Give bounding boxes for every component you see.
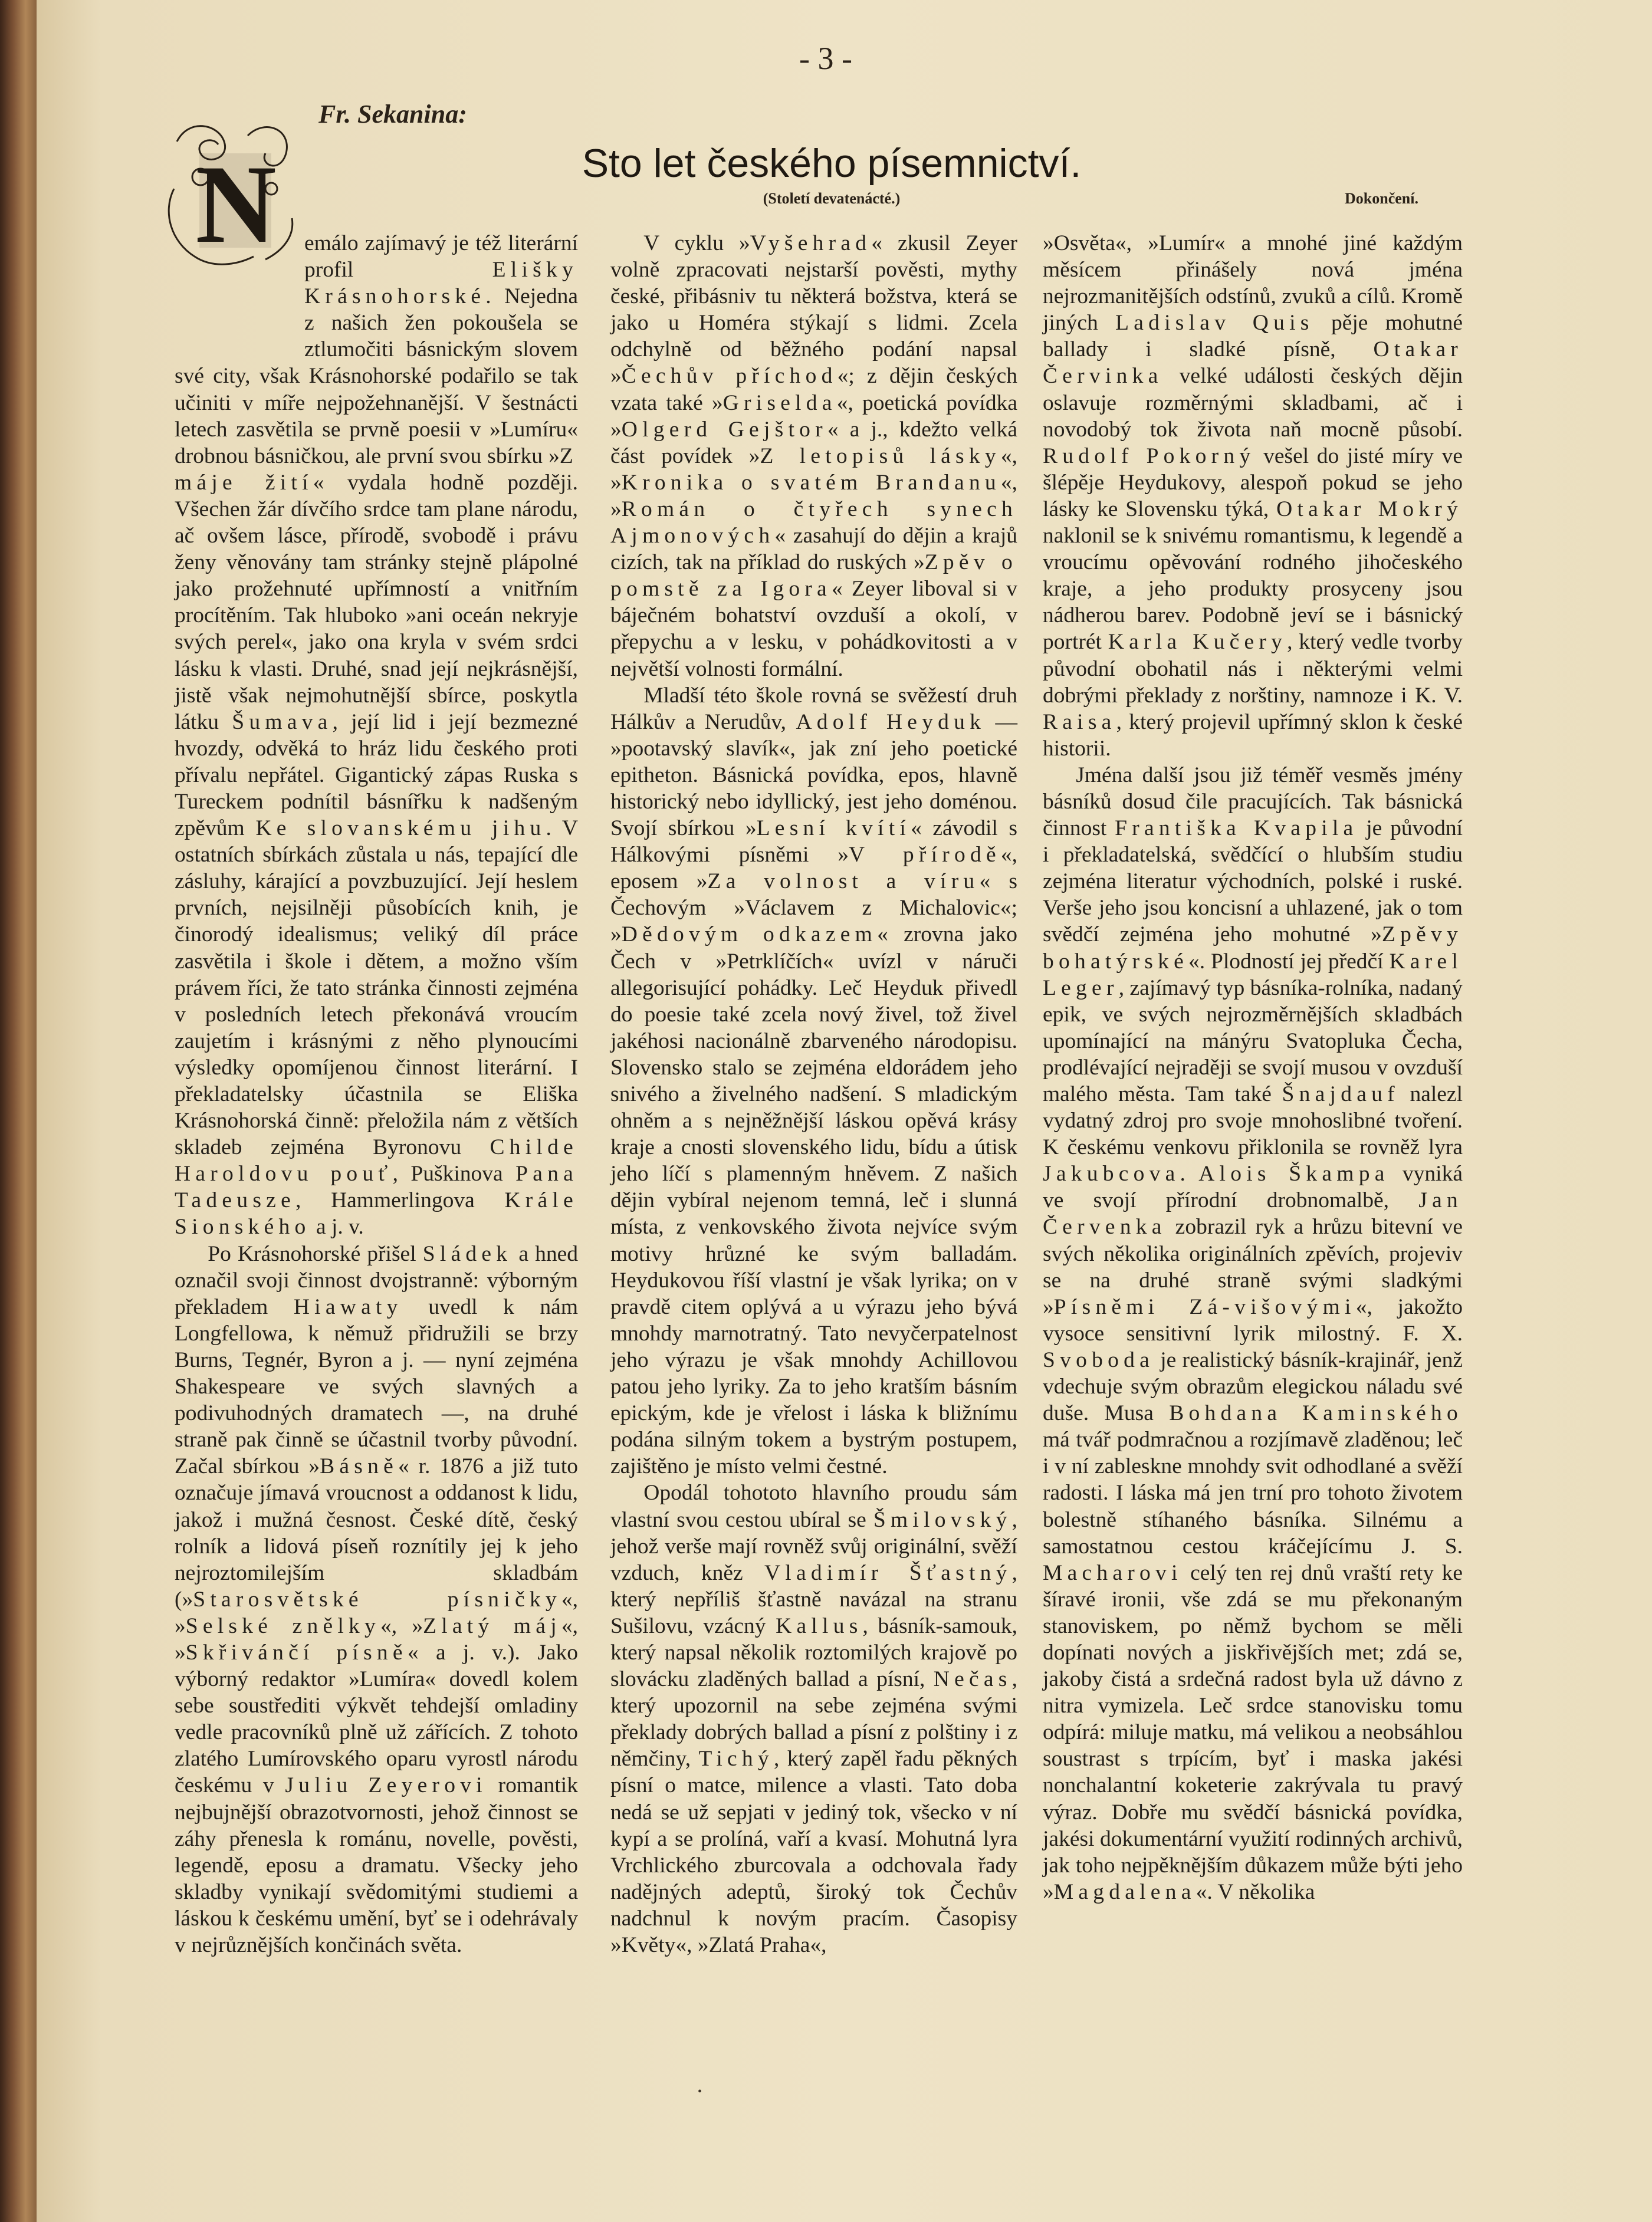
book-title: Zpěv o pomstě za Igora <box>610 550 1017 601</box>
book-title: Román o čtyřech synech Ajmonových <box>610 497 1017 548</box>
author-byline: Fr. Sekanina: <box>318 100 467 129</box>
name: Otakar Červinka <box>1043 337 1463 389</box>
name: Jakubcova <box>1043 1162 1180 1186</box>
book-title: Krále Sionského <box>175 1188 578 1240</box>
name: Ladislav Quis <box>1115 311 1314 336</box>
book-title: Pana Tadeusze <box>175 1162 579 1213</box>
name: Macharovi <box>1043 1560 1183 1585</box>
name: Karla Kučery <box>1108 630 1288 655</box>
article-title: Sto let českého písemnictví. <box>582 141 1082 186</box>
text-column-3 <box>1043 230 1463 1905</box>
initial-space <box>175 230 304 363</box>
continued-label: Dokončení. <box>1345 190 1418 207</box>
book-title: Skřivánčí písně <box>185 1640 408 1665</box>
book-title: Starosvětské písničky <box>193 1587 561 1612</box>
name: Rudolf Pokorný <box>1043 443 1256 468</box>
paragraph: Jména další jsou již téměř vesměs jmény básníků dosud čile pracujících. Tak básnická činnost Františka Kvapila je původní i překladatelská, svědčící o hlubším studiu zejména literatur východních, polské i ruské. Verše jeho jsou koncisní a uhlazené, jak o tom svědčí zejména jeho mohutné »Zpěvy bohatýrské«. Plodností jej předčí Karel Leger, zajímavý typ básníka-rolníka, nadaný epik, ve svých nejrozměrnějších skladbách upomínající na mánýru Svatopluka Čecha, prodlévající nejraději se svojí musou v ovzduší malého města. Tam také Šnajdauf nalezl vydatný zdroj pro svoje mnohoslibné tvoření. K českému venkovu přiklonila se rovněž lyra Jakubcova. Alois Škampa vyniká ve svojí přírodní drobnomalbě, Jan Červenka zobrazil ryk a hrůzu bitevní ve svých několika originálních zpěvích, projeviv se na druhé straně svými sladkými »Písněmi Zá-višovými«, jakožto vysoce sensitivní lyrik milostný. F. X. Svoboda je realistický básník-krajinář, jenž vdechuje svým obrazům elegickou náladu své duše. Musa Bohdana Kaminského má tvář podmračnou a rozjímavě zladěnou; leč i v ní zableskne mnohdy svit odhodlané a svěží radosti. I láska má jen trní pro tohoto životem bolestně stíhaného básníka. Silnému a samostatnou cestou kráčejícímu J. S. Macharovi celý ten rej dnů vraští rety ke šíravé ironii, vše zdá se mu překonaným stanoviskem, po němž bychom se měli dopínati nových a jiskřivějších met; zdá se, jakoby čistá a srdečná radost byla už dávno z nitra vymizela. Leč srdce stanovisku tomu odpírá: miluje matku, má velikou a neobsáhlou soustrast s trpícím, byť i maska jakési nonchalantní koketerie zakrývala tu pravý výraz. Dobře mu svědčí básnická povídka, jakési dokumentární využití rodinných archivů, jak toho nejpěknějším důkazem může býti jeho »Magdalena«. V několika <box>1043 762 1463 1904</box>
name: Jan Červenka <box>1043 1188 1463 1240</box>
paragraph: emálo zajímavý je též literární profil Elišky Krásnohorské. Nejedna z našich žen pokoušela se ztlumočiti básnickým slovem své city, však Krásnohorské podařilo se tak učiniti v míře nejpožehnanější. V šestnácti letech zasvětila se prvně poesii v »Lumíru« drobnou básničkou, ale první svou sbírku »Z máje žití« vydala hodně později. Všechen žár dívčího srdce tam plane národu, ač ovšem lásce, přírodě, svobodě i právu ženy věnovány tam stránky stejně plápolné jako prožehnuté upřímností a vnitřním procítěním. Tak hluboko »ani oceán nekryje svých perel«, jako ona kryla v svém srdci lásku k vlasti. Druhé, snad její nejkrásnější, jistě však nejmohutnější sbírce, poskytla látku Šumava, její lid i její bezmezné hvozdy, odvěká to hráz lidu českého proti přívalu nepřátel. Gigantický zápas Ruska s Tureckem podnítil básnířku k nadšeným zpěvům Ke slovanskému jihu. V ostatních sbírkách zůstala u nás, tepající dle zásluhy, kárající a povzbuzující. Její heslem prvních, nejsilněji působících knih, je činorodý idealismus; veliký díl práce zasvětila i škole i dětem, a možno vším právem říci, že tato stránka činnosti zejména v posledních letech překonává vroucím zaujetím i krásnými z něho plynoucími výsledky opomíjenou činnost literární. I překladatelsky účastnila se Eliška Krásnohorská činně: přeložila nám z větších skladeb zejména Byronovu Childe Haroldovu pouť, Puškinova Pana Tadeusze, Hammerlingova Krále Sionského a j. v. <box>175 231 579 1240</box>
name: Šnajdauf <box>1282 1082 1400 1106</box>
paragraph: Mladší této škole rovná se svěžestí druh Hálkův a Nerudův, Adolf Heyduk — »pootavský slavík«, jak zní jeho poetické epitheton. Básnická povídka, epos, hlavně historický nebo idyllický, jest jeho doménou. Svojí sbírkou »Lesní kvítí« závodil s Hálkovými písněmi »V přírodě«, eposem »Za volnost a víru« s Čechovým »Václavem z Michalovic«; »Dědovým odkazem« zrovna jako Čech v »Petrklíčích« uvízl v náruči allegorisující pohádky. Leč Heyduk přivedl do poesie také zcela nový živel, tož živel jakéhosi nacionálně zbarveného národopisu. Slovensko stalo se zejména eldorádem jeho snivého a živelného nadšení. S mladickým ohněm a s nejněžnější láskou opěvá krásy kraje a cnosti slovenského lidu, bídu a útisk jeho líčí s plamenným hněvem. Z našich dějin vybíral nejenom temná, leč i slunná místa, z venkovského života nejvíce svým motivy hrůzné ke svým balladám. Heydukovou říší vlastní je však lyrika; on v pravdě citem oplývá a u výrazu jeho bývá mnohdy marnotratný. Tato nevyčerpatelnost jeho výrazu je však mnohdy Achillovou patou jeho lyriky. Za to jeho kratším básním epickým, kde je vřelost i láska k bližnímu podána silným tokem a bystrým postupem, zajištěno je místo velmi čestné. <box>610 683 1018 1479</box>
text-column-1 <box>175 230 578 1958</box>
name: Tichý <box>698 1747 774 1771</box>
name: Karel Leger <box>1043 949 1463 1000</box>
book-title: Childe Haroldovu pouť <box>175 1135 578 1186</box>
book-title: Griselda <box>722 390 837 415</box>
book-title: Z letopisů lásky <box>760 443 1001 468</box>
book-title: Kronika o svatém Brandanu <box>621 470 1001 495</box>
text-column-2 <box>610 230 1017 1958</box>
paragraph: V cyklu »Vyšehrad« zkusil Zeyer volně zpracovati nejstarší pověsti, mythy české, přibásniv tu některá božstva, která se jako u Homéra stýkají s lidmi. Zcela odchylně od běžného podání napsal »Čechův příchod«; z dějin českých vzata také »Griselda«, poetická povídka »Olgerd Gejštor« a j., kdežto velká část povídek »Z letopisů lásky«, »Kronika o svatém Brandanu«, »Román o čtyřech synech Ajmonových« zasahují do dějin a krajů cizích, tak na příklad do ruských »Zpěv o pomstě za Igora« Zeyer liboval si v báječném bohatství ovzduší a okolí, v přepychu a v lesku, v pohádkovitosti a v největší volnosti formální. <box>610 231 1017 681</box>
book-title: Za volnost a víru <box>707 869 980 894</box>
page-number: - 3 - <box>799 41 852 76</box>
name: Raisa <box>1043 709 1116 734</box>
name: Sládek <box>422 1241 513 1266</box>
book-title: Písněmi Zá-višovými <box>1053 1294 1356 1319</box>
book-title: Dědovým odkazem <box>621 922 878 947</box>
book-title: Zlatý máj <box>423 1613 561 1638</box>
name: Otakar Mokrý <box>1276 497 1463 521</box>
book-title: Básně <box>320 1454 399 1479</box>
book-title: Z máje žití <box>175 443 578 495</box>
book-title: Magdalena <box>1053 1879 1196 1904</box>
name: Kallus <box>776 1613 863 1638</box>
book-title: Selské znělky <box>185 1613 381 1638</box>
name: Bohdana Kaminského <box>1169 1401 1463 1426</box>
name: Adolf Heyduk <box>796 709 986 734</box>
name: Nečas <box>933 1667 1012 1692</box>
book-title: Ke slovanskému jihu <box>255 816 546 841</box>
name: Juliu Zeyerovi <box>285 1773 487 1798</box>
book-title: Lesní kvítí <box>756 816 911 841</box>
print-speck: • <box>698 2085 702 2098</box>
name: Svoboda <box>1043 1347 1154 1372</box>
paragraph: »Osvěta«, »Lumír« a mnohé jiné každým měsícem přinášely nová jména nejrozmanitějších odstínů, zvuků a cílů. Kromě jiných Ladislav Quis pěje mohutné ballady i sladké písně, Otakar Červinka velké události českých dějin oslavuje rozměrnými skladbami, ač i novodobý tok života naň mocně působí. Rudolf Pokorný vešel do jisté míry ve šlépěje Heydukovy, alespoň pokud se jeho lásky ke Slovensku týká, Otakar Mokrý naklonil se k snivému romantismu, k legendě a vroucímu opěvování rodného jihočeského kraje, a jeho produkty prosyceny jsou nádherou barev. Podobně jeví se i básnický portrét Karla Kučery, který vedle tvorby původní obohatil nás i některými velmi dobrými překlady z norštiny, namnoze i K. V. Raisa, který projevil upřímný sklon k české historii. <box>1043 231 1463 761</box>
book-title: Čechův příchod <box>621 364 838 389</box>
article-subtitle: (Století devatenácté.) <box>763 190 901 207</box>
book-title: Hiawaty <box>293 1294 403 1319</box>
book-title: V přírodě <box>849 843 1001 867</box>
paragraph: Po Krásnohorské přišel Sládek a hned označil svoji činnost dvojstranně: výborným překladem Hiawaty uvedl k nám Longfellowa, k němuž přidružili se brzy Burns, Tegnér, Byron a j. — nyní zejména Shakespeare ve svých slavných a podivuhodných dramatech —, na druhé straně pak činně se účastnil tvorby původní. Začal sbírkou »Básně« r. 1876 a již tuto označuje jímavá vroucnost a oddanost k lidu, jakož i mužná česnost. České dítě, český rolník a lidová píseň roznítily jej k jeho nejroztomilejším skladbám (»Starosvětské písničky«, »Selské znělky«, »Zlatý máj«, »Skřivánčí písně« a j. v.). Jako výborný redaktor »Lumíra« dovedl kolem sebe soustřediti výkvět tehdejší omladiny vedle pracovníků plně už zářících. Z tohoto zlatého Lumírovského oparu vyrostl národu českému v Juliu Zeyerovi romantik nejbujnější obrazotvornosti, jehož činnost se záhy přenesla k románu, novelle, pověsti, legendě, eposu a dramatu. Všecky jeho skladby vynikají svědomitými studiemi a láskou k českému umění, byť se i odehrávaly v nejrůznějších končinách světa. <box>175 1241 579 1957</box>
name: Františka Kvapila <box>1115 816 1358 841</box>
name: Alois Škampa <box>1198 1162 1390 1186</box>
name: Vladimír Šťastný <box>764 1560 1012 1585</box>
book-title: Šumava <box>232 709 333 734</box>
paragraph: Opodál tohototo hlavního proudu sám vlastní svou cestou ubíral se Šmilovský, jehož verše mají rovněž svůj originální, svěží vzduch, kněz Vladimír Šťastný, který nepříliš šťastně navázal na stranu Sušilovu, vzácný Kallus, básník-samouk, který napsal několik roztomilých krajově po slovácku zladěných ballad a písní, Nečas, který upozornil na sebe zejména svými překlady dobrých ballad a písní z polštiny i z němčiny, Tichý, který zapěl řadu pěkných písní o matce, milence a vlasti. Tato doba nedá se už sepjati v jediný tok, všecko v ní kypí a se prolíná, vaří a kvasí. Mohutná lyra Vrchlického zburcovala a odchovala řady nadějných adeptů, široký tok Čechův nadchnul k novým pracím. Časopisy »Květy«, »Zlatá Praha«, <box>610 1481 1017 1957</box>
name: Elišky Krásnohorské <box>304 258 578 309</box>
book-title: Olgerd Gejštor <box>621 417 827 442</box>
name: Šmilovský <box>873 1507 1012 1532</box>
initial-letter: N <box>195 143 277 267</box>
book-title: Vyšehrad <box>750 231 872 255</box>
book-spine <box>0 0 37 2222</box>
book-title: Zpěvy bohatýrské <box>1043 922 1463 974</box>
